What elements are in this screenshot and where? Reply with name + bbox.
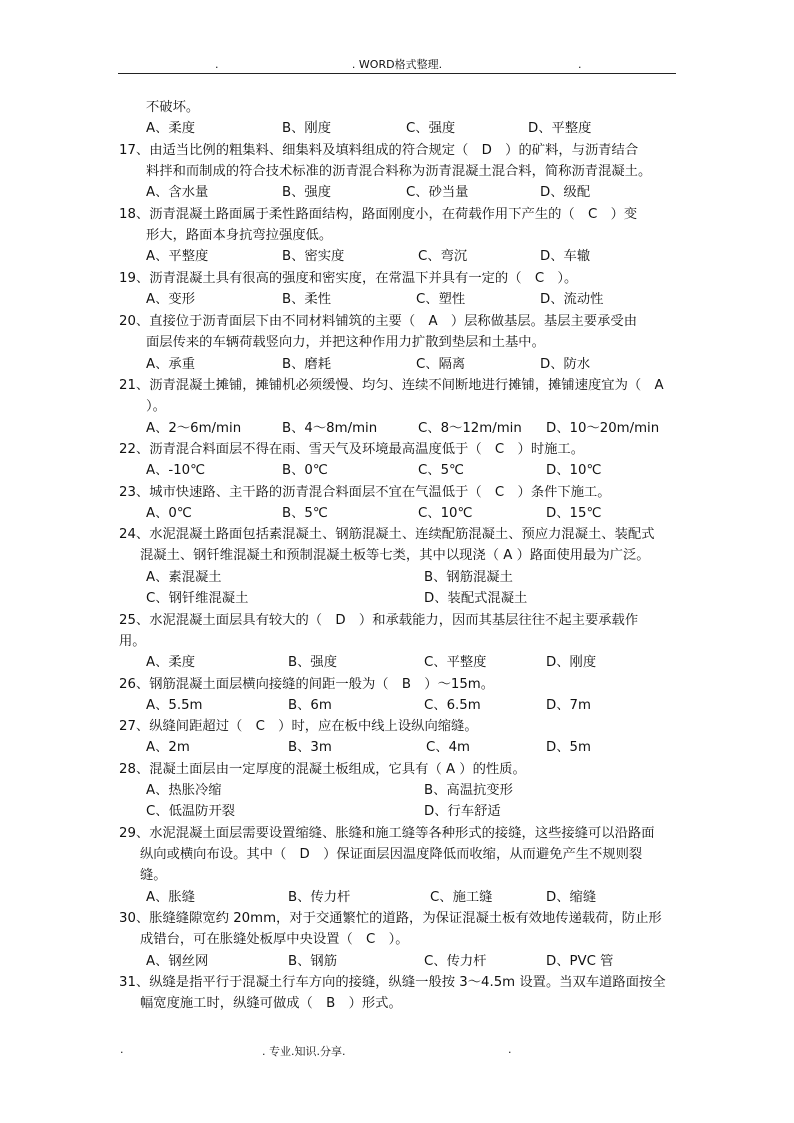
- option: A、素混凝土: [146, 570, 222, 585]
- option: D、7m: [546, 698, 591, 713]
- option: C、5℃: [418, 463, 464, 478]
- option: C、钢钎维混凝土: [146, 591, 249, 606]
- option: C、8～12m/min: [418, 421, 522, 436]
- option: C、砂当量: [406, 185, 469, 200]
- option: A、钢丝网: [146, 954, 209, 969]
- option: A、承重: [146, 357, 195, 372]
- question-line: 形大，路面本身抗弯拉强度低。: [146, 228, 333, 243]
- option: C、4m: [426, 740, 470, 755]
- question-line: 18、沥青混凝土路面属于柔性路面结构，路面刚度小，在荷载作用下产生的（ C ）变: [119, 207, 638, 222]
- question-line: 24、水泥混凝土路面包括素混凝土、钢筋混凝土、连续配筋混凝土、预应力混凝土、装配式: [119, 527, 655, 542]
- option: C、强度: [406, 121, 456, 136]
- option: D、装配式混凝土: [424, 591, 528, 606]
- option: D、10℃: [546, 463, 602, 478]
- option: B、钢筋: [288, 954, 338, 969]
- option: B、刚度: [282, 121, 332, 136]
- question-line: 17、由适当比例的粗集料、细集料及填料组成的符合规定（ D ）的矿料，与沥青结合: [119, 143, 639, 158]
- option: A、平整度: [146, 249, 209, 264]
- option: D、PVC 管: [546, 954, 614, 969]
- option: B、6m: [288, 698, 332, 713]
- option: B、高温抗变形: [424, 783, 513, 798]
- option: B、强度: [288, 655, 338, 670]
- option: C、低温防开裂: [146, 804, 236, 819]
- option: B、传力杆: [288, 890, 351, 905]
- option: C、传力杆: [424, 954, 487, 969]
- option: A、-10℃: [146, 463, 206, 478]
- option: A、含水量: [146, 185, 209, 200]
- option: D、级配: [540, 185, 591, 200]
- option: A、柔度: [146, 121, 195, 136]
- question-line: 不破坏。: [146, 100, 200, 115]
- option: C、塑性: [416, 292, 466, 307]
- question-line: 面层传来的车辆荷载竖向力，并把这种作用力扩散到垫层和土基中。: [146, 335, 545, 350]
- option: A、柔度: [146, 655, 195, 670]
- option: C、隔离: [416, 357, 466, 372]
- option: B、强度: [282, 185, 332, 200]
- page-footer: . 专业.知识.分享.: [262, 1045, 346, 1058]
- question-line: 料拌和而制成的符合技术标准的沥青混合料称为沥青混凝土混合料，简称沥青混凝土。: [146, 164, 652, 179]
- option: B、磨耗: [282, 357, 332, 372]
- option: D、车辙: [540, 249, 591, 264]
- option: B、3m: [288, 740, 332, 755]
- option: D、15℃: [546, 506, 602, 521]
- option: A、2m: [146, 740, 190, 755]
- question-line: 混凝土、钢钎维混凝土和预制混凝土板等七类，其中以现浇（ A ）路面使用最为广泛。: [140, 548, 650, 563]
- page-header: . WORD格式整理.: [351, 58, 443, 71]
- question-line: 幅宽度施工时，纵缝可做成（ B ）形式。: [140, 996, 402, 1011]
- question-line: 31、纵缝是指平行于混凝土行车方向的接缝，纵缝一般按 3～4.5m 设置。当双车道路面按全: [119, 975, 666, 990]
- option: D、平整度: [528, 121, 592, 136]
- option: C、10℃: [418, 506, 473, 521]
- question-line: 纵向或横向布设。其中（ D ）保证面层因温度降低而收缩，从而避免产生不规则裂: [140, 847, 643, 862]
- question-line: 28、混凝土面层由一定厚度的混凝土板组成，它具有（ A ）的性质。: [119, 762, 526, 777]
- option: A、2～6m/min: [146, 421, 242, 436]
- option: C、6.5m: [424, 698, 481, 713]
- question-line: 缝。: [140, 868, 167, 883]
- option: D、刚度: [546, 655, 597, 670]
- option: B、5℃: [282, 506, 328, 521]
- question-line: 21、沥青混凝土摊铺，摊铺机必须缓慢、均匀、连续不间断地进行摊铺，摊铺速度宜为（ A: [119, 378, 664, 393]
- question-line: 23、城市快速路、主干路的沥青混合料面层不宜在气温低于（ C ）条件下施工。: [119, 485, 611, 500]
- header-rule: [118, 73, 676, 74]
- option: A、0℃: [146, 506, 192, 521]
- option: D、5m: [546, 740, 591, 755]
- header-dot-right: .: [578, 58, 582, 71]
- option: A、变形: [146, 292, 195, 307]
- option: D、行车舒适: [424, 804, 501, 819]
- question-line: 26、钢筋混凝土面层横向接缝的间距一般为（ B ）～15m。: [119, 677, 495, 692]
- question-line: 25、水泥混凝土面层具有较大的（ D ）和承载能力，因而其基层往往不起主要承载作: [119, 613, 639, 628]
- option: C、施工缝: [430, 890, 493, 905]
- footer-dot-left: .: [120, 1043, 124, 1056]
- option: A、胀缝: [146, 890, 195, 905]
- question-line: ）。: [146, 399, 166, 414]
- question-line: 29、水泥混凝土面层需要设置缩缝、胀缝和施工缝等各种形式的接缝，这些接缝可以沿路面: [119, 826, 655, 841]
- question-line: 19、沥青混凝土具有很高的强度和密实度，在常温下并具有一定的（ C ）。: [119, 271, 578, 286]
- question-line: 成错台，可在胀缝处板厚中央设置（ C ）。: [140, 932, 409, 947]
- question-line: 20、直接位于沥青面层下由不同材料铺筑的主要（ A ）层称做基层。基层主要承受由: [119, 314, 637, 329]
- footer-dot-right: .: [508, 1043, 512, 1056]
- question-line: 30、胀缝缝隙宽约 20mm，对于交通繁忙的道路，为保证混凝土板有效地传递载荷，防止形: [119, 911, 662, 926]
- option: B、密实度: [282, 249, 345, 264]
- question-line: 27、纵缝间距超过（ C ）时，应在板中线上设纵向缩缝。: [119, 719, 478, 734]
- option: C、弯沉: [418, 249, 468, 264]
- option: D、流动性: [540, 292, 604, 307]
- question-line: 22、沥青混合料面层不得在雨、雪天气及环境最高温度低于（ C ）时施工。: [119, 442, 585, 457]
- option: D、缩缝: [546, 890, 597, 905]
- option: D、防水: [540, 357, 591, 372]
- option: B、钢筋混凝土: [424, 570, 513, 585]
- option: B、4～8m/min: [282, 421, 378, 436]
- question-line: 用。: [119, 634, 146, 649]
- option: B、柔性: [282, 292, 332, 307]
- option: A、热胀冷缩: [146, 783, 222, 798]
- option: A、5.5m: [146, 698, 203, 713]
- option: B、0℃: [282, 463, 328, 478]
- option: C、平整度: [424, 655, 487, 670]
- header-dot-left: .: [215, 58, 219, 71]
- option: D、10～20m/min: [546, 421, 660, 436]
